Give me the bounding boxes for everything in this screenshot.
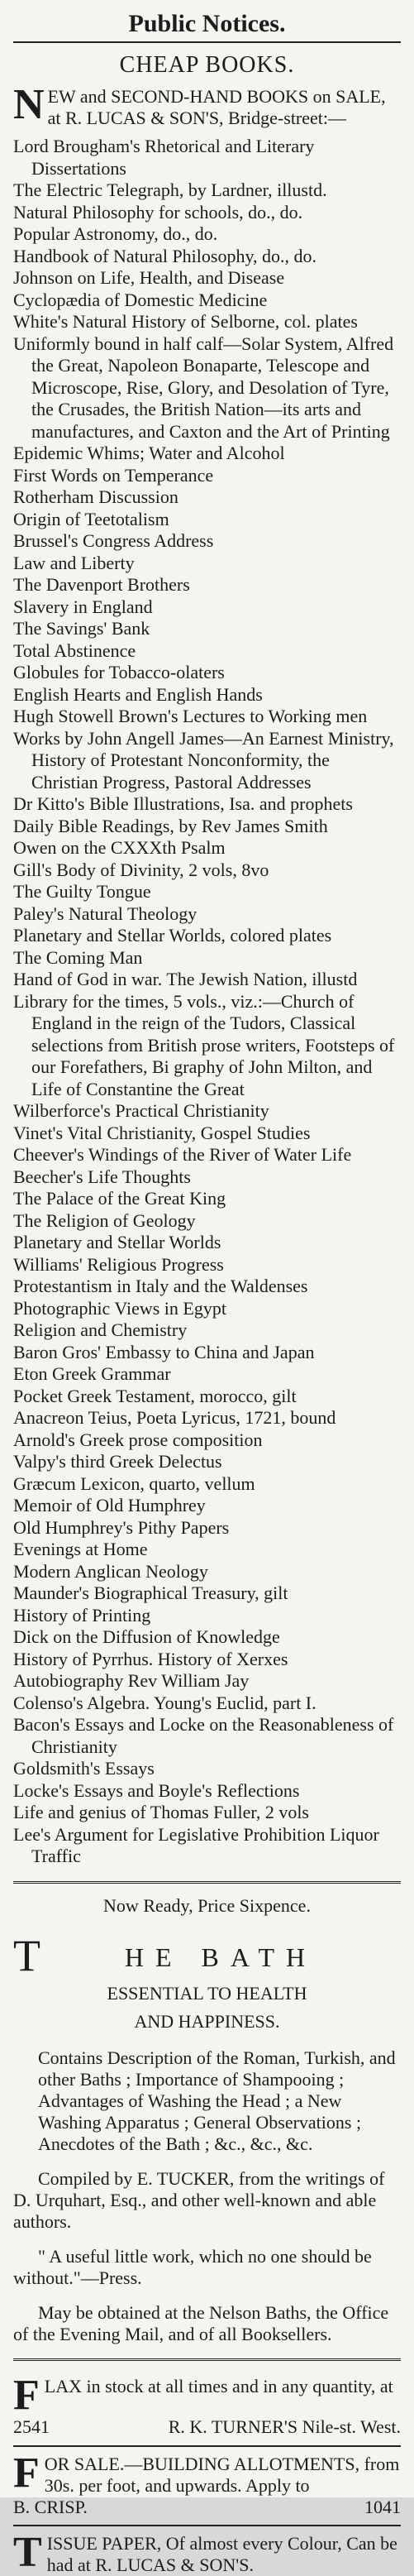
bath-availability: May be obtained at the Nelson Baths, the Office of the Evening Mail, and of all Booksellers. (13, 2301, 389, 2344)
drop-cap: F (13, 2449, 40, 2497)
book-list (13, 136, 401, 1868)
book-list-item: Religion and Chemistry (13, 1319, 188, 1340)
book-list-item: Rotherham Discussion (13, 486, 178, 507)
book-list-item: Epidemic Whims; Water and Alcohol (13, 443, 285, 463)
book-list-item: Vinet's Vital Christianity, Gospel Studies (13, 1122, 311, 1143)
book-list-item: Pocket Greek Testament, morocco, gilt (13, 1385, 297, 1406)
book-list-item: Wilberforce's Practical Christianity (13, 1100, 269, 1121)
ad-number: 1041 (364, 2496, 401, 2517)
book-list-item: Popular Astronomy, do., do. (13, 223, 218, 244)
book-list-item: The Savings' Bank (13, 618, 150, 639)
divider (13, 41, 401, 43)
book-list-item: Hugh Stowell Brown's Lectures to Working men (13, 706, 368, 726)
book-list-item: Cyclopædia of Domestic Medicine (13, 289, 268, 310)
contact-name: B. CRISP. (13, 2496, 88, 2517)
book-list-item: Cheever's Windings of the River of Water Life (13, 1144, 352, 1165)
drop-cap: T (13, 1930, 40, 1980)
book-list-item: White's Natural History of Selborne, col. plates (13, 311, 358, 332)
book-list-item: Beecher's Life Thoughts (13, 1166, 191, 1187)
book-list-item: Works by John Angell James—An Earnest Ministry, History of Protestant Nonconformity, the Christian Progress, Pastoral Addresses (13, 727, 394, 792)
intro-text: EW and SECOND-HAND BOOKS on SALE, at R. LUCAS & SON'S, Bridge-street:— (47, 86, 386, 128)
bath-quote: " A useful little work, which no one should be without."—Press. (13, 2245, 372, 2288)
book-list-item: The Davenport Brothers (13, 574, 190, 595)
book-list-item: Dr Kitto's Bible Illustrations, Isa. and prophets (13, 793, 353, 814)
book-list-item: Dick on the Diffusion of Knowledge (13, 1626, 280, 1647)
book-list-item: Modern Anglican Neology (13, 1560, 208, 1582)
bath-contents: Contains Description of the Roman, Turkish, and other Baths ; Importance of Shampooing ; Advantages of Washing the Head ; a New Washing Apparatus ; General Observations ; Anecdotes of the Bath ; &c., &c., &c. (38, 2047, 396, 2154)
book-list-item: Memoir of Old Humphrey (13, 1495, 206, 1515)
book-list-item: Goldsmith's Essays (13, 1758, 155, 1779)
book-list-item: Handbook of Natural Philosophy, do., do. (13, 245, 317, 266)
flax-footer (13, 2416, 401, 2439)
book-list-item: Maunder's Biographical Treasury, gilt (13, 1582, 288, 1603)
book-list-item: Gill's Body of Divinity, 2 vols, 8vo (13, 859, 269, 880)
bath-title (13, 1930, 401, 1980)
drop-cap: N (13, 81, 45, 128)
book-list-item: Arnold's Greek prose composition (13, 1429, 263, 1450)
book-list-item: Baron Gros' Embassy to China and Japan (13, 1341, 315, 1362)
book-list-item: Planetary and Stellar Worlds, colored plates (13, 925, 332, 946)
book-list-item: Planetary and Stellar Worlds (13, 1232, 221, 1252)
divider (13, 1881, 401, 1884)
bath-compiled: Compiled by E. TUCKER, from the writings of D. Urquhart, Esq., and other well-known and able authors. (13, 2167, 385, 2232)
book-list-item: Slavery in England (13, 596, 153, 617)
book-list-item: Lee's Argument for Legislative Prohibition Liquor Traffic (13, 1823, 379, 1866)
book-list-item: Daily Bible Readings, by Rev James Smith (13, 815, 328, 836)
book-list-item: English Hearts and English Hands (13, 683, 263, 705)
book-list-item: First Words on Temperance (13, 464, 214, 486)
book-list-item: The Palace of the Great King (13, 1188, 226, 1209)
book-list-item: Autobiography Rev William Jay (13, 1670, 250, 1691)
book-list-item: The Guilty Tongue (13, 881, 151, 902)
book-list-item: Library for the times, 5 vols., viz.:—Church of England in the reign of the Tudors, Classical selections from British prose writers, Footsteps of our Forefathers, Bi graphy of John Milton, and Life of Constantine the Great (13, 990, 395, 1099)
divider (13, 2525, 401, 2526)
book-list-item: Hand of God in war. The Jewish Nation, illustd (13, 969, 358, 989)
sale-footer (13, 2497, 401, 2518)
ad-number: 2541 (13, 2416, 50, 2437)
book-list-item: Uniformly bound in half calf—Solar System, Alfred the Great, Napoleon Bonaparte, Telescope and Microscope, Rise, Glory, and Desolation of Tyre, the Crusades, the British Nation—its arts and manufactures, and Caxton and the Art of Printing (13, 333, 394, 442)
book-list-item: Lord Brougham's Rhetorical and Literary Dissertations (13, 136, 315, 179)
page-title: Public Notices. (128, 10, 286, 37)
book-list-item: Old Humphrey's Pithy Papers (13, 1516, 230, 1538)
bath-title-text: HE BATH (124, 1942, 317, 1972)
flax-ad (13, 2368, 401, 2419)
book-list-item: Brussel's Congress Address (13, 530, 214, 551)
drop-cap: T (13, 2528, 42, 2576)
bath-subtitle: AND HAPPINESS. (134, 2010, 280, 2032)
tissue-text: ISSUE PAPER, Of almost every Colour, Can be had at R. LUCAS & SON'S. (46, 2532, 397, 2575)
book-list-item: Life and genius of Thomas Fuller, 2 vols (13, 1802, 309, 1822)
price-notice: Now Ready, Price Sixpence. (103, 1894, 311, 1916)
book-list-item: Williams' Religious Progress (13, 1253, 224, 1275)
book-list-item: Eton Greek Grammar (13, 1363, 171, 1384)
book-list-item: Johnson on Life, Health, and Disease (13, 267, 285, 288)
book-list-item: Total Abstinence (13, 639, 136, 661)
flax-text: LAX in stock at all times and in any quantity, at (44, 2375, 393, 2396)
book-list-item: Græcum Lexicon, quarto, vellum (13, 1472, 255, 1494)
sale-text: OR SALE.—BUILDING ALLOTMENTS, from 30s. per foot, and upwards. Apply to (44, 2453, 400, 2496)
book-list-item: Colenso's Algebra. Young's Euclid, part I. (13, 1692, 316, 1713)
sale-ad (13, 2449, 401, 2497)
book-list-item: History of Pyrrhus. History of Xerxes (13, 1648, 288, 1669)
book-list-item: Bacon's Essays and Locke on the Reasonableness of Christianity (13, 1714, 394, 1757)
cheap-books-intro (13, 81, 401, 129)
book-list-item: Anacreon Teius, Poeta Lyricus, 1721, bound (13, 1407, 336, 1428)
book-list-item: The Coming Man (13, 946, 143, 968)
book-list-item: Photographic Views in Egypt (13, 1297, 226, 1319)
book-list-item: Valpy's third Greek Delectus (13, 1451, 222, 1472)
cheap-books-title: CHEAP BOOKS. (119, 52, 295, 78)
book-list-item: The Electric Telegraph, by Lardner, illustd. (13, 180, 327, 200)
book-list-item: Natural Philosophy for schools, do., do. (13, 201, 303, 223)
book-list-item: Protestantism in Italy and the Waldenses (13, 1276, 308, 1296)
book-list-item: Locke's Essays and Boyle's Reflections (13, 1779, 300, 1801)
divider (13, 2358, 401, 2361)
tissue-paper-ad (13, 2528, 401, 2576)
book-list-item: The Religion of Geology (13, 1209, 196, 1231)
book-list-item: Globules for Tobacco-olaters (13, 662, 225, 682)
bath-subtitle: ESSENTIAL TO HEALTH (107, 1982, 307, 2004)
book-list-item: Law and Liberty (13, 552, 135, 573)
drop-cap: F (13, 2371, 40, 2419)
merchant-name: R. K. TURNER'S Nile-st. West. (168, 2416, 401, 2437)
book-list-item: Evenings at Home (13, 1539, 148, 1559)
book-list-item: Paley's Natural Theology (13, 903, 197, 924)
divider (13, 2445, 401, 2447)
book-list-item: Origin of Teetotalism (13, 508, 169, 529)
book-list-item: Owen on the CXXXth Psalm (13, 837, 226, 858)
book-list-item: History of Printing (13, 1604, 151, 1626)
